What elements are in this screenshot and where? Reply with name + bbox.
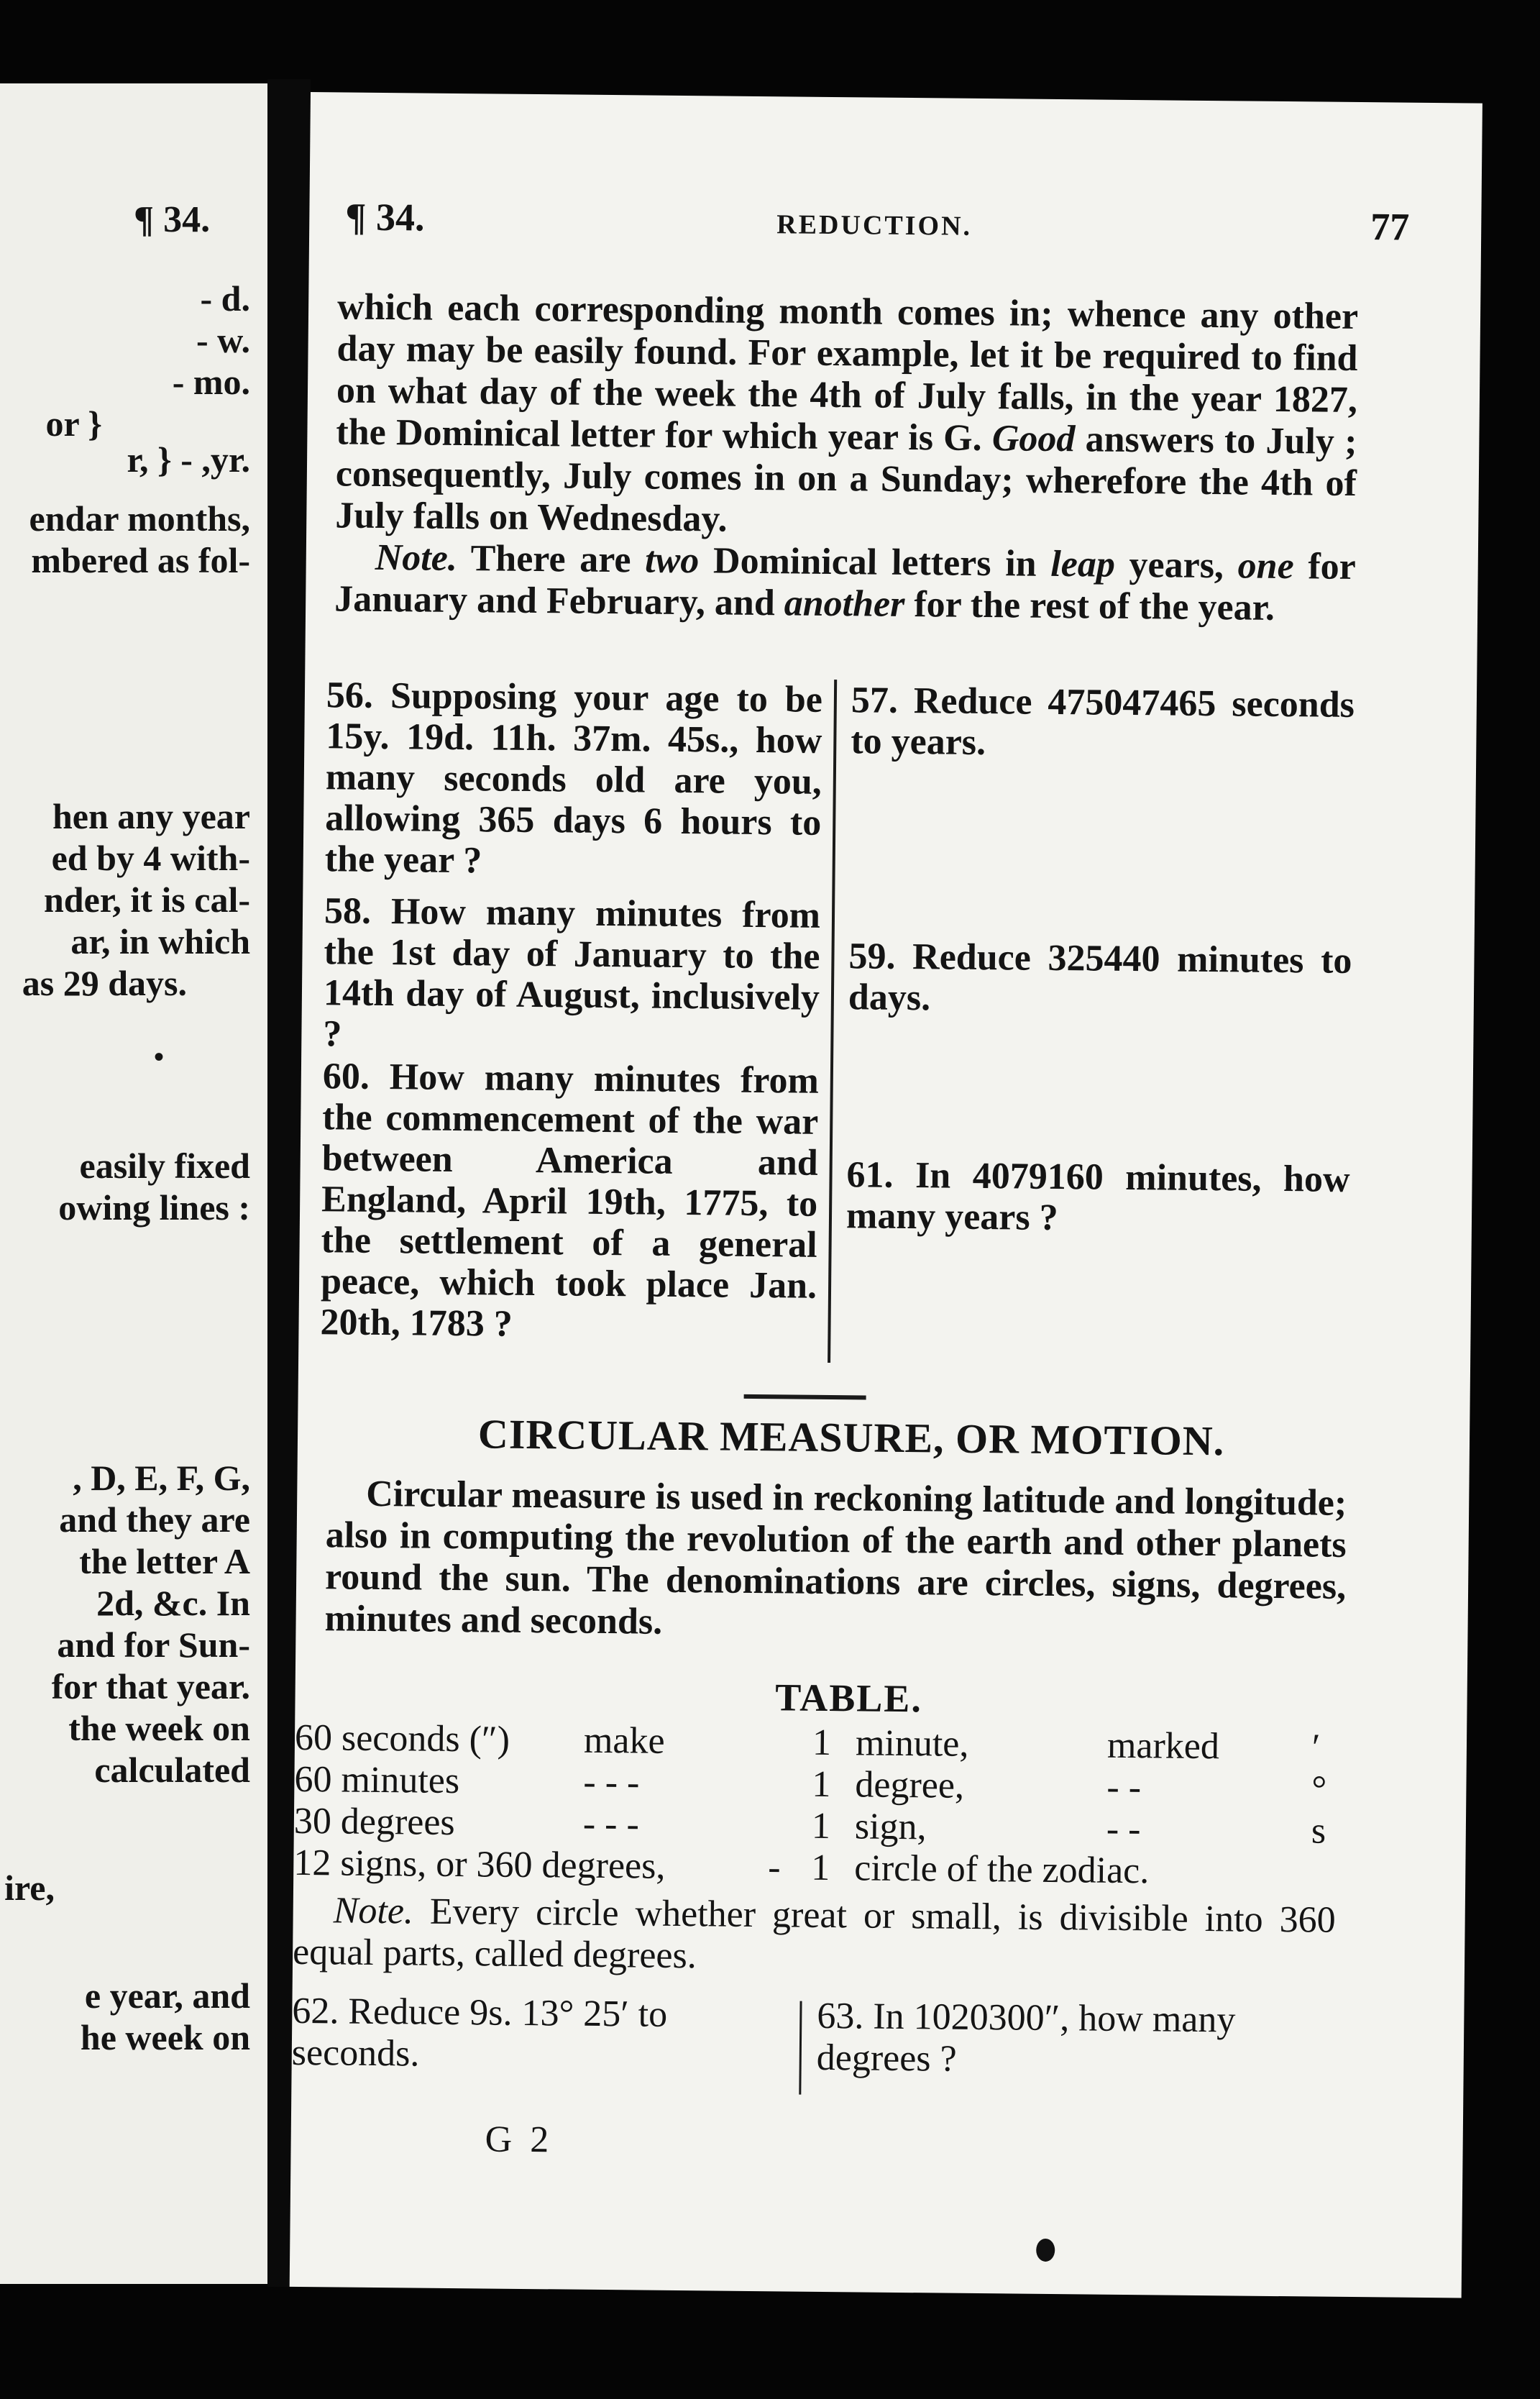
- left-line: or }: [45, 403, 102, 444]
- left-line: the letter A: [79, 1541, 250, 1581]
- column-divider: [799, 2001, 802, 2095]
- left-line: mbered as fol-: [31, 540, 250, 580]
- left-line: - d.: [200, 278, 250, 319]
- exercise-58: 58. How many minutes from the 1st day of January to the 14th day of August, inclusively ?: [323, 890, 821, 1055]
- page-number: 77: [1370, 205, 1410, 249]
- left-line: and for Sun-: [57, 1625, 250, 1665]
- left-line: endar months,: [29, 498, 250, 539]
- table-row: 12 signs, or 360 degrees, - 1 circle of the zodiac.: [293, 1842, 1150, 1892]
- exercise-grid: [320, 675, 1362, 1375]
- section-rule: [744, 1394, 866, 1400]
- right-page: [290, 92, 1482, 2298]
- note-paragraph-2: Note. Every circle whether great or small, is divisible into 360 equal parts, called degrees.: [292, 1890, 1336, 1977]
- table-row: 30 degrees - - - 1 sign, - - s: [293, 1800, 1326, 1852]
- left-line: owing lines :: [58, 1187, 250, 1228]
- ink-blot: [1036, 2239, 1055, 2262]
- exercise-61: 61. In 4079160 minutes, how many years ?: [845, 1154, 1350, 1239]
- exercise-60: 60. How many minutes from the commencement of the war between America and England, April 19th, 1775, to the settlement of a general peace, which took place Jan. 20th, 1783 ?: [320, 1056, 820, 1345]
- section-paragraph: Circular measure is used in reckoning latitude and longitude; also in computing the revolution of the earth and other planets round the sun. The denominations are circles, signs, degrees, minutes and seconds.: [324, 1473, 1347, 1642]
- left-line: hen any year: [52, 796, 250, 836]
- left-line: , D, E, F, G,: [73, 1458, 250, 1498]
- exercise-57: 57. Reduce 475047465 seconds to years.: [851, 680, 1355, 764]
- signature-mark: G 2: [485, 2119, 554, 2161]
- left-line: r, } - ,yr.: [127, 439, 250, 480]
- note-paragraph: Note. There are two Dominical letters in leap years, one for January and February, and another for the rest of the year.: [334, 536, 1357, 629]
- left-line: the week on: [68, 1708, 250, 1748]
- column-divider: [828, 680, 837, 1363]
- intro-paragraph: which each corresponding month comes in; whence any other day may be easily found. For example, let it be required to find on what day of the week the 4th of July falls, in the year 1827, the Dominical letter for which year is G. Good answers to July ; consequently, July comes in on a Sunday; wherefore the 4th of July falls on Wednesday.: [335, 286, 1359, 540]
- left-line: for that year.: [51, 1666, 250, 1706]
- note-label: Note.: [333, 1890, 414, 1932]
- left-page-header: ¶ 34.: [134, 199, 211, 240]
- exercise-63: 63. In 1020300″, how many degrees ?: [816, 1995, 1236, 2080]
- left-page: [0, 83, 267, 2284]
- left-line: e year, and: [84, 1975, 250, 2016]
- exercise-59: 59. Reduce 325440 minutes to days.: [848, 936, 1352, 1019]
- table-row: 60 seconds (″) make 1 minute, marked ′: [294, 1717, 1321, 1768]
- intro-text: [334, 286, 1358, 630]
- left-line: he week on: [80, 2017, 250, 2057]
- section-number: ¶ 34.: [345, 195, 425, 239]
- table-row: 60 minutes - - - 1 degree, - - °: [294, 1758, 1327, 1810]
- left-line: easily fixed: [79, 1146, 250, 1186]
- left-line: nder, it is cal-: [43, 879, 250, 920]
- section-title: CIRCULAR MEASURE, OR MOTION.: [477, 1410, 1225, 1465]
- measure-table: [293, 1717, 1359, 1894]
- left-line: - mo.: [172, 362, 250, 402]
- left-line: ar, in which: [70, 921, 250, 961]
- left-line: ed by 4 with-: [51, 838, 250, 878]
- left-line: ire,: [4, 1868, 55, 1908]
- table-title: TABLE.: [775, 1676, 923, 1721]
- note-label: Note.: [375, 536, 458, 579]
- left-line: as 29 days.: [22, 963, 187, 1003]
- left-line: calculated: [94, 1750, 250, 1790]
- left-line: 2d, &c. In: [96, 1583, 250, 1623]
- stray-mark: •: [154, 1041, 165, 1073]
- running-header: [345, 194, 1410, 255]
- exercise-62: 62. Reduce 9s. 13° 25′ to seconds.: [291, 1990, 668, 2075]
- left-line: - w.: [196, 320, 250, 360]
- left-line: and they are: [59, 1499, 250, 1540]
- exercise-56: 56. Supposing your age to be 15y. 19d. 11h. 37m. 45s., how many seconds old are you, allowing 365 days 6 hours to the year ?: [324, 675, 823, 882]
- running-title: REDUCTION.: [776, 209, 973, 242]
